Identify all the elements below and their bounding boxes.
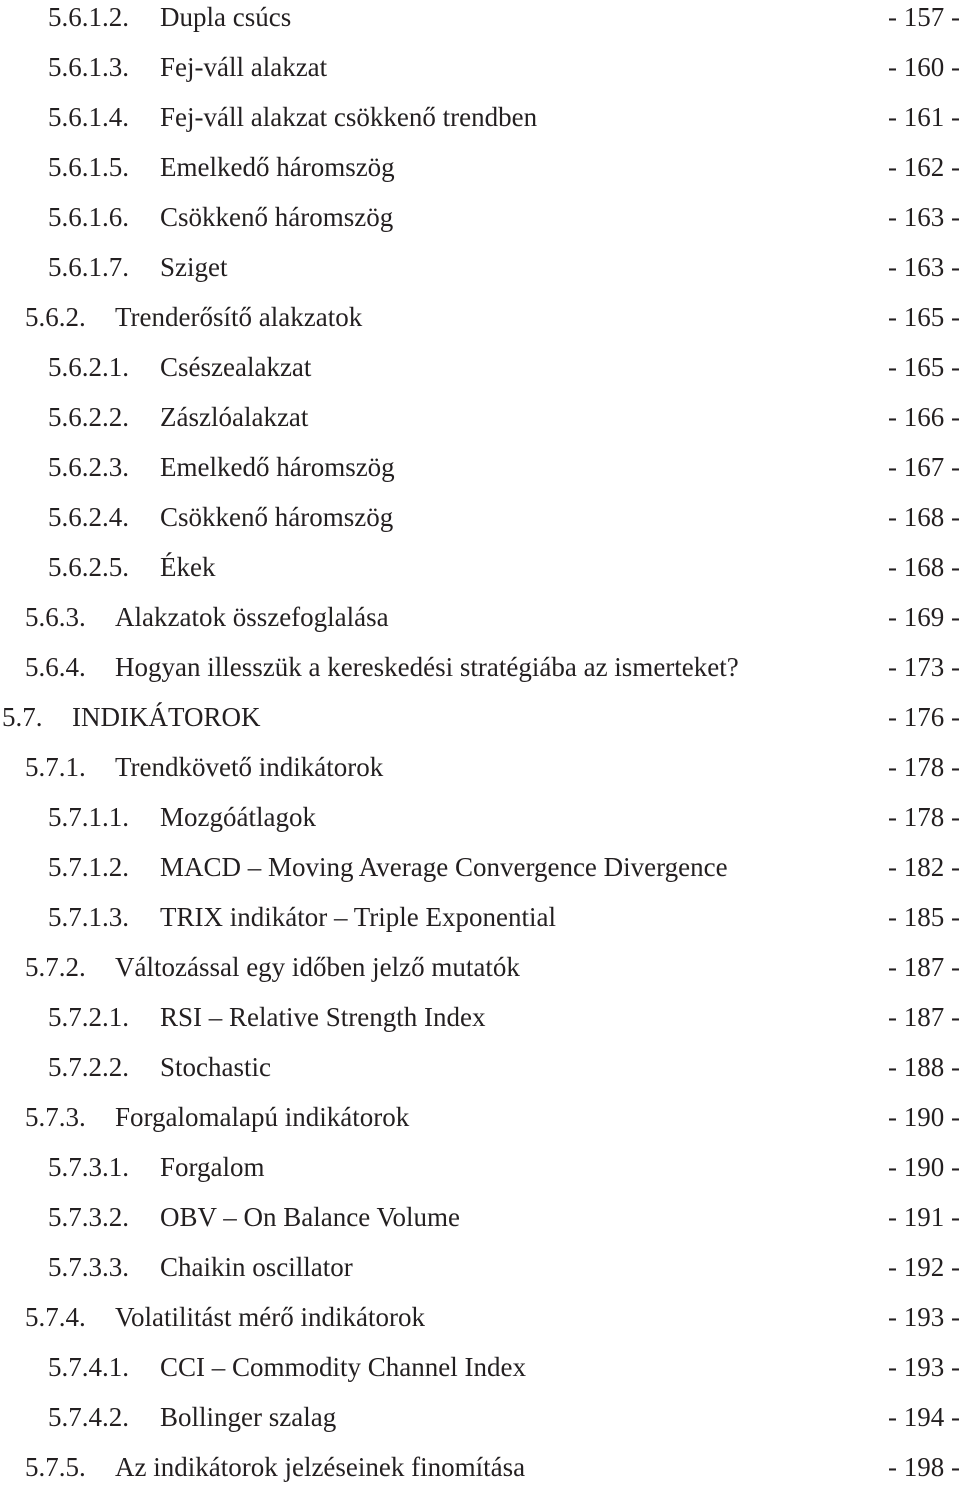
- toc-entry-number: 5.7.4.: [25, 1302, 86, 1332]
- toc-entry[interactable]: [0, 200, 960, 250]
- toc-entry-title: TRIX indikátor – Triple Exponential: [160, 902, 556, 932]
- toc-entry-title: Fej-váll alakzat: [160, 52, 328, 82]
- toc-entry-page: - 165 -: [888, 352, 960, 382]
- toc-entry[interactable]: [0, 1100, 960, 1150]
- toc-entry-title: Ékek: [160, 552, 216, 582]
- toc-entry-title: Bollinger szalag: [160, 1402, 337, 1432]
- toc-entry-page: - 163 -: [888, 202, 960, 232]
- toc-entry-title: Csészealakzat: [160, 352, 312, 382]
- toc-entry-number: 5.6.2.2.: [48, 402, 129, 432]
- toc-entry-page: - 187 -: [888, 1002, 960, 1032]
- toc-entry-page: - 173 -: [888, 652, 960, 682]
- toc-entry-number: 5.6.1.5.: [48, 152, 129, 182]
- toc-entry-page: - 169 -: [888, 602, 960, 632]
- toc-entry-title: Trenderősítő alakzatok: [115, 302, 363, 332]
- toc-entry[interactable]: [0, 50, 960, 100]
- toc-entry-page: - 198 -: [888, 1452, 960, 1482]
- toc-entry-title: Az indikátorok jelzéseinek finomítása: [115, 1452, 526, 1482]
- toc-entry-page: - 168 -: [888, 502, 960, 532]
- toc-entry-number: 5.7.3.3.: [48, 1252, 129, 1282]
- toc-entry-page: - 168 -: [888, 552, 960, 582]
- toc-entry-page: - 162 -: [888, 152, 960, 182]
- toc-entry-title: Csökkenő háromszög: [160, 202, 394, 232]
- toc-entry-page: - 176 -: [888, 702, 960, 732]
- toc-entry-page: - 160 -: [888, 52, 960, 82]
- toc-entry-number: 5.6.1.6.: [48, 202, 129, 232]
- toc-entry-number: 5.6.2.5.: [48, 552, 129, 582]
- toc-entry-number: 5.6.1.7.: [48, 252, 129, 282]
- toc-entry-page: - 182 -: [888, 852, 960, 882]
- toc-entry-page: - 165 -: [888, 302, 960, 332]
- toc-entry-title: Sziget: [160, 252, 228, 282]
- toc-entry[interactable]: [0, 950, 960, 1000]
- toc-entry-page: - 157 -: [888, 2, 960, 32]
- toc-entry-page: - 188 -: [888, 1052, 960, 1082]
- toc-entry[interactable]: [0, 550, 960, 600]
- toc-entry-title: Volatilitást mérő indikátorok: [115, 1302, 425, 1332]
- toc-entry-number: 5.6.2.4.: [48, 502, 129, 532]
- toc-entry-number: 5.6.1.2.: [48, 2, 129, 32]
- toc-entry-title: Mozgóátlagok: [160, 802, 316, 832]
- toc-entry-number: 5.6.1.3.: [48, 52, 129, 82]
- toc-entry-number: 5.7.3.2.: [48, 1202, 129, 1232]
- toc-entry-title: Hogyan illesszük a kereskedési stratégiába az ismerteket?: [115, 652, 739, 682]
- toc-entry[interactable]: [0, 1300, 960, 1350]
- toc-entry[interactable]: [0, 900, 960, 950]
- toc-entry-number: 5.7.5.: [25, 1452, 86, 1482]
- toc-entry[interactable]: [0, 350, 960, 400]
- toc-entry-title: Alakzatok összefoglalása: [115, 602, 389, 632]
- toc-entry-page: - 190 -: [888, 1152, 960, 1182]
- toc-entry-number: 5.6.2.: [25, 302, 86, 332]
- toc-entry-number: 5.7.1.: [25, 752, 86, 782]
- toc-entry[interactable]: [0, 1450, 960, 1500]
- toc-entry-page: - 161 -: [888, 102, 960, 132]
- toc-entry[interactable]: [0, 1050, 960, 1100]
- toc-entry-number: 5.7.4.1.: [48, 1352, 129, 1382]
- toc-entry-title: Változással egy időben jelző mutatók: [115, 952, 520, 982]
- toc-entry[interactable]: [0, 400, 960, 450]
- toc-entry-page: - 166 -: [888, 402, 960, 432]
- toc-entry[interactable]: [0, 800, 960, 850]
- toc-entry-title: INDIKÁTOROK: [72, 702, 261, 732]
- toc-entry-page: - 192 -: [888, 1252, 960, 1282]
- toc-entry-page: - 191 -: [888, 1202, 960, 1232]
- toc-entry-number: 5.6.2.3.: [48, 452, 129, 482]
- toc-entry-number: 5.7.2.1.: [48, 1002, 129, 1032]
- toc-entry[interactable]: [0, 1400, 960, 1450]
- toc-entry-title: Emelkedő háromszög: [160, 452, 395, 482]
- toc-entry[interactable]: [0, 500, 960, 550]
- toc-entry[interactable]: [0, 150, 960, 200]
- toc-entry-number: 5.6.2.1.: [48, 352, 129, 382]
- toc-entry-page: - 187 -: [888, 952, 960, 982]
- toc-entry-page: - 193 -: [888, 1302, 960, 1332]
- toc-entry-number: 5.7.: [2, 702, 43, 732]
- toc-entry-title: Csökkenő háromszög: [160, 502, 394, 532]
- toc-entry[interactable]: [0, 700, 960, 750]
- toc-entry[interactable]: [0, 450, 960, 500]
- toc-entry-title: Stochastic: [160, 1052, 271, 1082]
- toc-entry[interactable]: [0, 600, 960, 650]
- toc-entry-number: 5.7.2.: [25, 952, 86, 982]
- toc-entry-page: - 167 -: [888, 452, 960, 482]
- toc-entry-number: 5.7.3.1.: [48, 1152, 129, 1182]
- toc-entry[interactable]: [0, 1200, 960, 1250]
- toc-entry-number: 5.7.4.2.: [48, 1402, 129, 1432]
- toc-entry[interactable]: [0, 850, 960, 900]
- toc-entry-title: CCI – Commodity Channel Index: [160, 1352, 526, 1382]
- toc-entry-page: - 163 -: [888, 252, 960, 282]
- toc-entry-number: 5.7.3.: [25, 1102, 86, 1132]
- toc-entry[interactable]: [0, 1350, 960, 1400]
- toc-entry-page: - 185 -: [888, 902, 960, 932]
- toc-entry-title: Dupla csúcs: [160, 2, 292, 32]
- toc-entry[interactable]: [0, 1150, 960, 1200]
- toc-entry-number: 5.7.1.2.: [48, 852, 129, 882]
- toc-entry-page: - 194 -: [888, 1402, 960, 1432]
- toc-entry[interactable]: [0, 650, 960, 700]
- toc-entry-number: 5.6.4.: [25, 652, 86, 682]
- toc-entry-page: - 178 -: [888, 752, 960, 782]
- toc-entry-number: 5.7.1.1.: [48, 802, 129, 832]
- toc-entry-title: Emelkedő háromszög: [160, 152, 395, 182]
- toc-entry[interactable]: [0, 0, 960, 50]
- toc-entry-title: Zászlóalakzat: [160, 402, 309, 432]
- toc-entry-title: Fej-váll alakzat csökkenő trendben: [160, 102, 538, 132]
- toc-entry-title: MACD – Moving Average Convergence Divergence: [160, 852, 728, 882]
- toc-entry[interactable]: [0, 1250, 960, 1300]
- toc-entry-number: 5.6.3.: [25, 602, 86, 632]
- toc-entry[interactable]: [0, 300, 960, 350]
- toc-entry-page: - 190 -: [888, 1102, 960, 1132]
- toc-entry[interactable]: [0, 750, 960, 800]
- toc-entry-title: OBV – On Balance Volume: [160, 1202, 460, 1232]
- toc-entry-title: RSI – Relative Strength Index: [160, 1002, 486, 1032]
- toc-entry-number: 5.6.1.4.: [48, 102, 129, 132]
- toc-entry-page: - 178 -: [888, 802, 960, 832]
- toc-entry-title: Forgalomalapú indikátorok: [115, 1102, 410, 1132]
- toc-entry[interactable]: [0, 1000, 960, 1050]
- toc-entry-title: Chaikin oscillator: [160, 1252, 353, 1282]
- toc-entry[interactable]: [0, 100, 960, 150]
- toc-entry-number: 5.7.2.2.: [48, 1052, 129, 1082]
- toc-entry-page: - 193 -: [888, 1352, 960, 1382]
- toc-entry-title: Forgalom: [160, 1152, 265, 1182]
- toc-entry-number: 5.7.1.3.: [48, 902, 129, 932]
- toc-entry[interactable]: [0, 250, 960, 300]
- toc-entry-title: Trendkövető indikátorok: [115, 752, 384, 782]
